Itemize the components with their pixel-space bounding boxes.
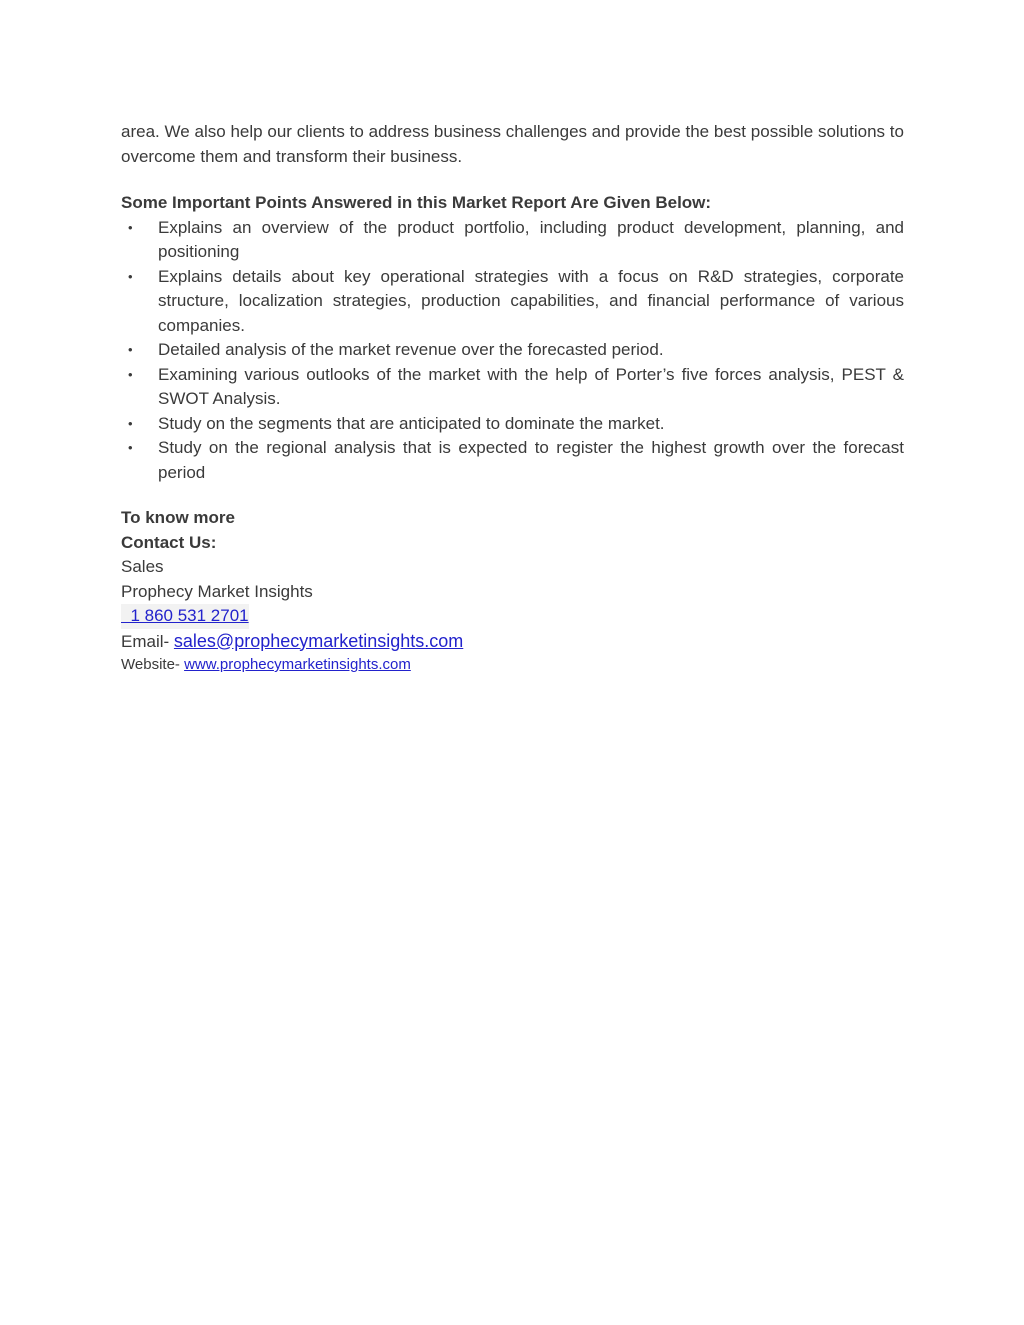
list-item [121, 265, 904, 339]
list-item [121, 363, 904, 412]
website-link[interactable]: www.prophecymarketinsights.com [184, 656, 411, 673]
point-text: Study on the segments that are anticipated to dominate the market. [158, 413, 665, 433]
email-line [121, 629, 904, 655]
list-item [121, 338, 904, 363]
list-item [121, 412, 904, 437]
bullet-icon: • [128, 366, 133, 382]
points-heading: Some Important Points Answered in this Market Report Are Given Below: [121, 193, 712, 212]
email-label: Email- [121, 631, 174, 651]
bullet-icon: • [128, 268, 133, 284]
know-more-heading: To know more [121, 508, 235, 527]
website-line [121, 654, 904, 676]
bullet-icon: • [128, 342, 133, 357]
point-text: Study on the regional analysis that is expected to register the highest growth over the forecast period [158, 438, 904, 482]
bullet-icon: • [128, 219, 133, 235]
list-item [121, 436, 904, 485]
contact-block [121, 506, 904, 676]
email-link[interactable]: sales@prophecymarketinsights.com [173, 630, 464, 651]
point-text: Explains an overview of the product portfolio, including product development, planning, and positioning [158, 217, 904, 261]
phone-line [121, 604, 904, 629]
bullet-icon: • [128, 440, 133, 455]
intro-paragraph: area. We also help our clients to address business challenges and provide the best possible solutions to overcome them and transform their business. [121, 122, 904, 166]
contact-us-heading: Contact Us: [121, 532, 217, 552]
point-text: Detailed analysis of the market revenue over the forecasted period. [158, 340, 664, 359]
point-text: Explains details about key operational strategies with a focus on R&D strategies, corporate structure, localization strategies, production capabilities, and financial performance of various companies. [158, 266, 904, 335]
bullet-icon: • [128, 415, 133, 431]
points-list [121, 216, 904, 486]
contact-company: Prophecy Market Insights [121, 581, 313, 601]
website-label: Website- [121, 656, 185, 673]
list-item [121, 216, 904, 265]
point-text: Examining various outlooks of the market with the help of Porter’s five forces analysis, PEST & SWOT Analysis. [158, 364, 904, 408]
contact-dept: Sales [121, 557, 164, 576]
document-page [121, 120, 904, 676]
phone-link[interactable]: 1 860 531 2701 [121, 604, 249, 629]
